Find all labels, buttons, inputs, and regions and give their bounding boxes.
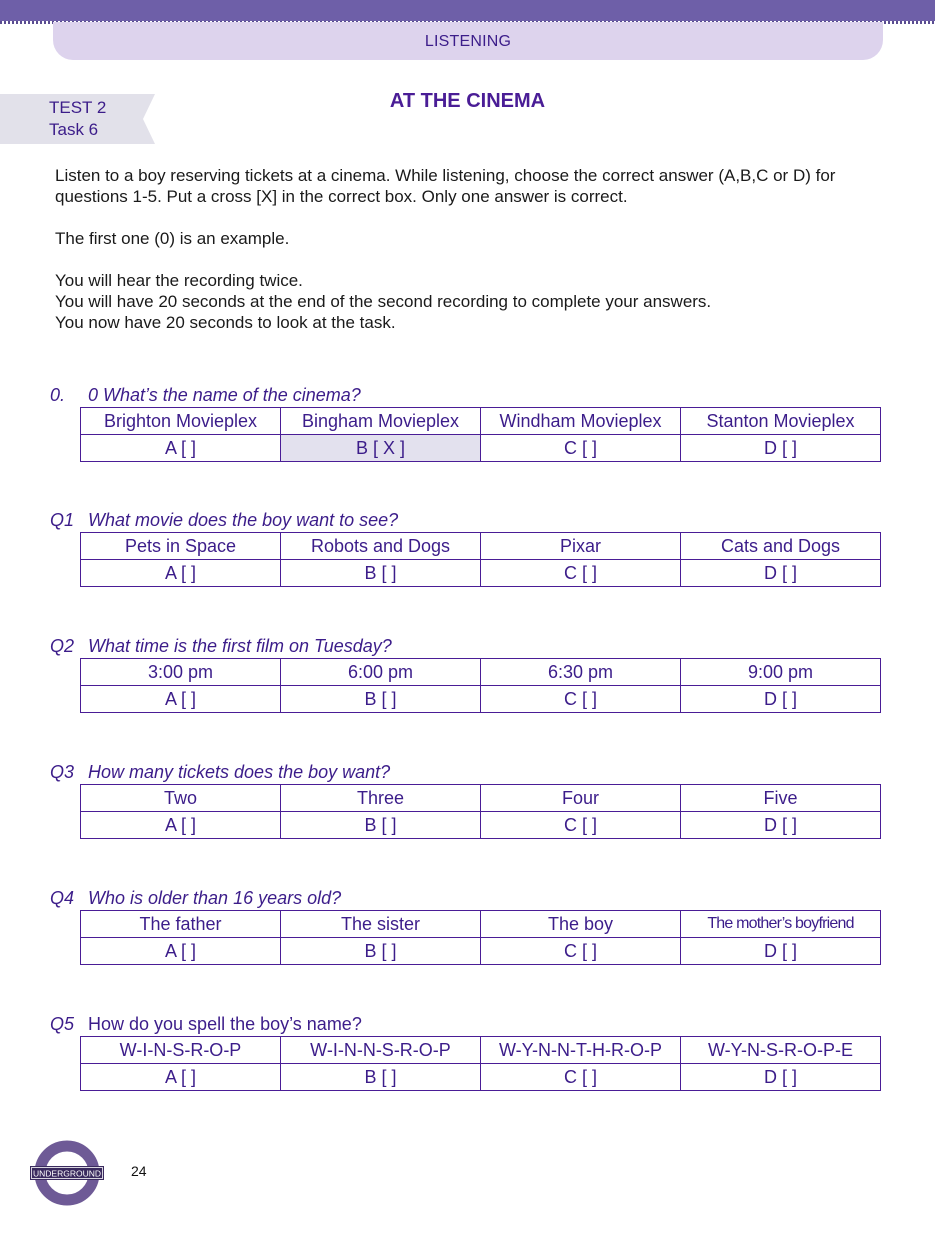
answer-box-b[interactable]: B [ ] — [281, 812, 481, 839]
instructions-recording-note: You will hear the recording twice. — [55, 271, 303, 290]
instructions — [55, 165, 895, 333]
underground-roundel-icon — [29, 1140, 105, 1206]
answer-box-b[interactable]: B [ ] — [281, 938, 481, 965]
instructions-paragraph: Listen to a boy reserving tickets at a cinema. While listening, choose the correct answer (A,B,C or D) for questions 1-5. Put a cross [X] in the correct box. Only one answer is correct. — [55, 166, 836, 206]
answer-boxes-row — [81, 560, 881, 587]
option-b: Robots and Dogs — [281, 533, 481, 560]
page-title-text: AT THE CINEMA — [389, 90, 546, 112]
options-row — [81, 785, 881, 812]
option-a: W-I-N-S-R-O-P — [81, 1037, 281, 1064]
question-2 — [50, 634, 885, 713]
option-d: The mother’s boyfriend — [681, 911, 881, 938]
instructions-example-note: The first one (0) is an example. — [55, 229, 290, 248]
answer-box-a[interactable]: A [ ] — [81, 812, 281, 839]
answer-box-b[interactable]: B [ ] — [281, 1064, 481, 1091]
test-number: TEST 2 — [49, 98, 107, 117]
option-d: Five — [681, 785, 881, 812]
answer-box-a[interactable]: A [ ] — [81, 686, 281, 713]
option-c: Four — [481, 785, 681, 812]
option-b: The sister — [281, 911, 481, 938]
option-b: Three — [281, 785, 481, 812]
answer-box-a[interactable]: A [ ] — [81, 938, 281, 965]
top-bar — [0, 0, 935, 21]
options-row — [81, 911, 881, 938]
option-c: W-Y-N-N-T-H-R-O-P — [481, 1037, 681, 1064]
answer-box-d[interactable]: D [ ] — [681, 1064, 881, 1091]
answer-box-d[interactable]: D [ ] — [681, 686, 881, 713]
option-a: The father — [81, 911, 281, 938]
section-banner — [53, 22, 883, 60]
answer-boxes-row — [81, 435, 881, 462]
instructions-look-note: You now have 20 seconds to look at the task. — [55, 313, 396, 332]
logo-text: UNDERGROUND — [33, 1168, 101, 1179]
page-number: 24 — [131, 1163, 147, 1179]
question-number: Q3 — [50, 762, 75, 782]
question-text: How do you spell the boy’s name? — [88, 1014, 362, 1034]
options-row — [81, 533, 881, 560]
question-text: What movie does the boy want to see? — [88, 510, 399, 530]
options-row — [81, 659, 881, 686]
answer-box-c[interactable]: C [ ] — [481, 938, 681, 965]
question-3 — [50, 760, 885, 839]
answer-box-d[interactable]: D [ ] — [681, 560, 881, 587]
answer-table — [80, 658, 881, 713]
option-b: 6:00 pm — [281, 659, 481, 686]
question-number: Q1 — [50, 510, 75, 530]
answer-box-a[interactable]: A [ ] — [81, 1064, 281, 1091]
answer-boxes-row — [81, 938, 881, 965]
answer-box-d[interactable]: D [ ] — [681, 812, 881, 839]
answer-box-c[interactable]: C [ ] — [481, 435, 681, 462]
option-c: 6:30 pm — [481, 659, 681, 686]
answer-box-b-selected[interactable]: B [ X ] — [281, 435, 481, 462]
option-d: Cats and Dogs — [681, 533, 881, 560]
answer-box-a[interactable]: A [ ] — [81, 435, 281, 462]
question-1 — [50, 508, 885, 587]
question-5 — [50, 1012, 885, 1091]
option-d: W-Y-N-S-R-O-P-E — [681, 1037, 881, 1064]
answer-box-c[interactable]: C [ ] — [481, 560, 681, 587]
option-a: 3:00 pm — [81, 659, 281, 686]
option-c: Windham Movieplex — [481, 408, 681, 435]
question-number: Q4 — [50, 888, 75, 908]
option-d: Stanton Movieplex — [681, 408, 881, 435]
instructions-time-note: You will have 20 seconds at the end of the second recording to complete your answers. — [55, 292, 712, 311]
answer-boxes-row — [81, 1064, 881, 1091]
question-4 — [50, 886, 885, 965]
option-c: Pixar — [481, 533, 681, 560]
answer-table — [80, 407, 881, 462]
page-title — [0, 90, 935, 113]
question-0 — [50, 383, 885, 462]
question-number: 0. — [50, 385, 66, 405]
answer-table — [80, 1036, 881, 1091]
options-row — [81, 408, 881, 435]
options-row — [81, 1037, 881, 1064]
question-text: Who is older than 16 years old? — [88, 888, 342, 908]
answer-box-a[interactable]: A [ ] — [81, 560, 281, 587]
option-d: 9:00 pm — [681, 659, 881, 686]
answer-box-b[interactable]: B [ ] — [281, 560, 481, 587]
answer-box-d[interactable]: D [ ] — [681, 435, 881, 462]
option-a: Brighton Movieplex — [81, 408, 281, 435]
answer-box-c[interactable]: C [ ] — [481, 686, 681, 713]
answer-table — [80, 532, 881, 587]
question-number: Q5 — [50, 1014, 75, 1034]
question-number: Q2 — [50, 636, 75, 656]
answer-boxes-row — [81, 812, 881, 839]
answer-table — [80, 910, 881, 965]
option-a: Pets in Space — [81, 533, 281, 560]
question-text: How many tickets does the boy want? — [88, 762, 391, 782]
question-text: What time is the first film on Tuesday? — [88, 636, 392, 656]
answer-table — [80, 784, 881, 839]
option-b: Bingham Movieplex — [281, 408, 481, 435]
option-b: W-I-N-N-S-R-O-P — [281, 1037, 481, 1064]
question-text: 0 What’s the name of the cinema? — [88, 385, 361, 405]
answer-box-b[interactable]: B [ ] — [281, 686, 481, 713]
option-a: Two — [81, 785, 281, 812]
task-number: Task 6 — [49, 120, 99, 139]
answer-box-d[interactable]: D [ ] — [681, 938, 881, 965]
answer-boxes-row — [81, 686, 881, 713]
answer-box-c[interactable]: C [ ] — [481, 812, 681, 839]
option-c: The boy — [481, 911, 681, 938]
answer-box-c[interactable]: C [ ] — [481, 1064, 681, 1091]
section-label: LISTENING — [424, 33, 512, 50]
